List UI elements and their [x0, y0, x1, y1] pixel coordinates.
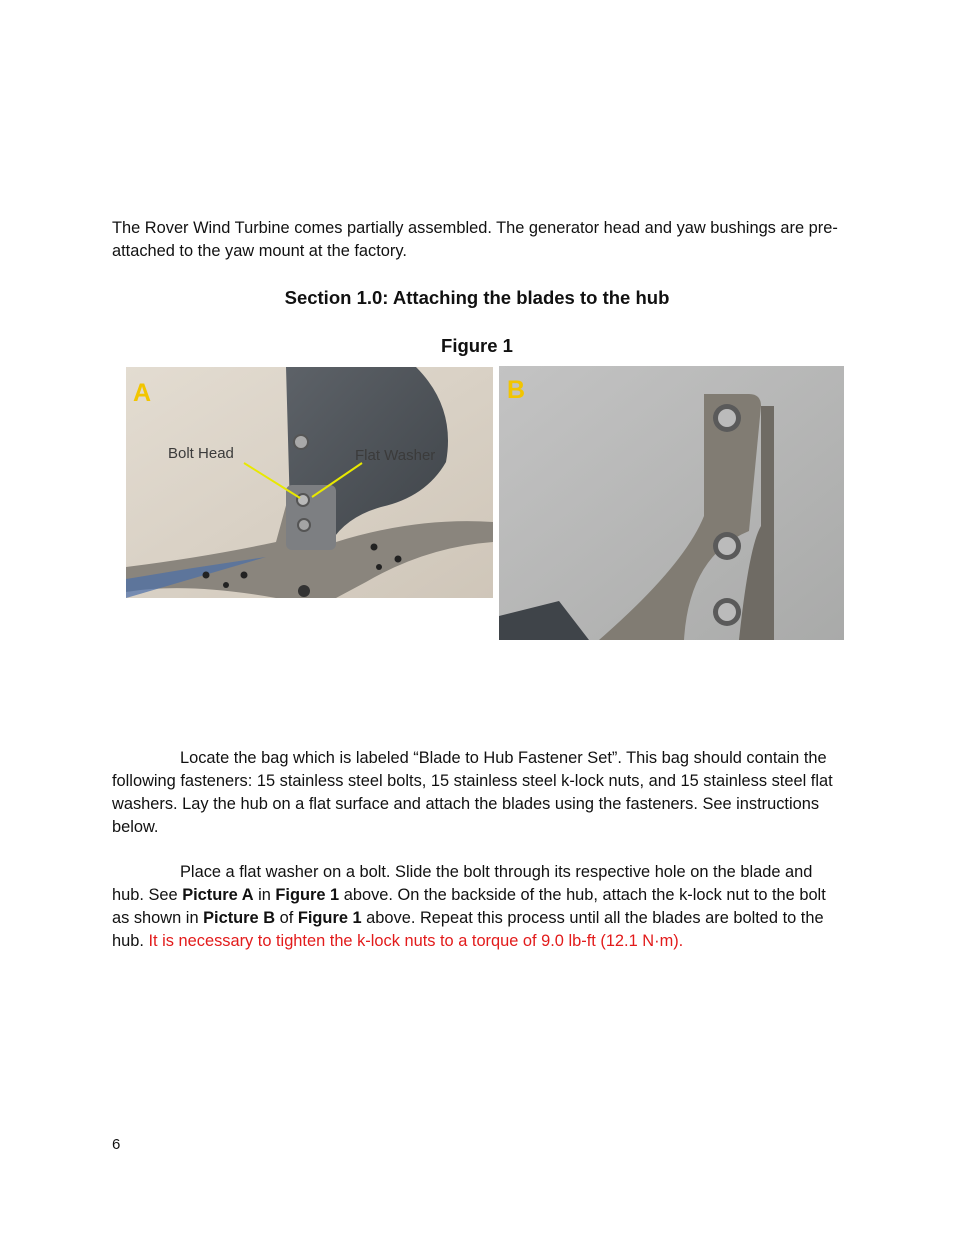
picture-b-letter: B	[507, 376, 526, 404]
picture-a-letter: A	[133, 379, 152, 407]
intro-paragraph: The Rover Wind Turbine comes partially assembled. The generator head and yaw bushings are pre-attached to the yaw mount at the factory.	[112, 219, 838, 260]
section-heading: Section 1.0: Attaching the blades to the hub	[284, 287, 670, 308]
figure-picture-a	[126, 367, 493, 598]
page-number: 6	[112, 1136, 121, 1153]
torque-warning: It is necessary to tighten the k-lock nuts to a torque of 9.0 lb-ft (12.1 N·m).	[148, 932, 684, 950]
fastener-set-paragraph: Locate the bag which is labeled “Blade to Hub Fastener Set”. This bag should contain the following fasteners: 15 stainless steel bolts, 15 stainless steel k-lock nuts, and 15 stainless steel flat washers. Lay the hub on a flat surface and attach the blades using the fasteners. See instructions below.	[112, 749, 833, 836]
assembly-instructions-paragraph: Place a flat washer on a bolt. Slide the bolt through its respective hole on the blade and hub. See Picture A in Figure 1 above. On the backside of the hub, attach the k-lock nut to the bolt as shown in Picture B of Figure 1 above. Repeat this process until all the blades are bolted to the hub. It is necessary to tighten the k-lock nuts to a torque of 9.0 lb-ft (12.1 N·m).	[112, 863, 826, 950]
bolt-head-label: Bolt Head	[168, 445, 234, 462]
k-lock-nut	[713, 598, 741, 626]
figure-picture-b	[499, 366, 844, 640]
figure-title: Figure 1	[441, 335, 513, 356]
k-lock-nut	[713, 404, 741, 432]
flat-washer-label: Flat Washer	[355, 447, 436, 464]
k-lock-nut	[713, 532, 741, 560]
